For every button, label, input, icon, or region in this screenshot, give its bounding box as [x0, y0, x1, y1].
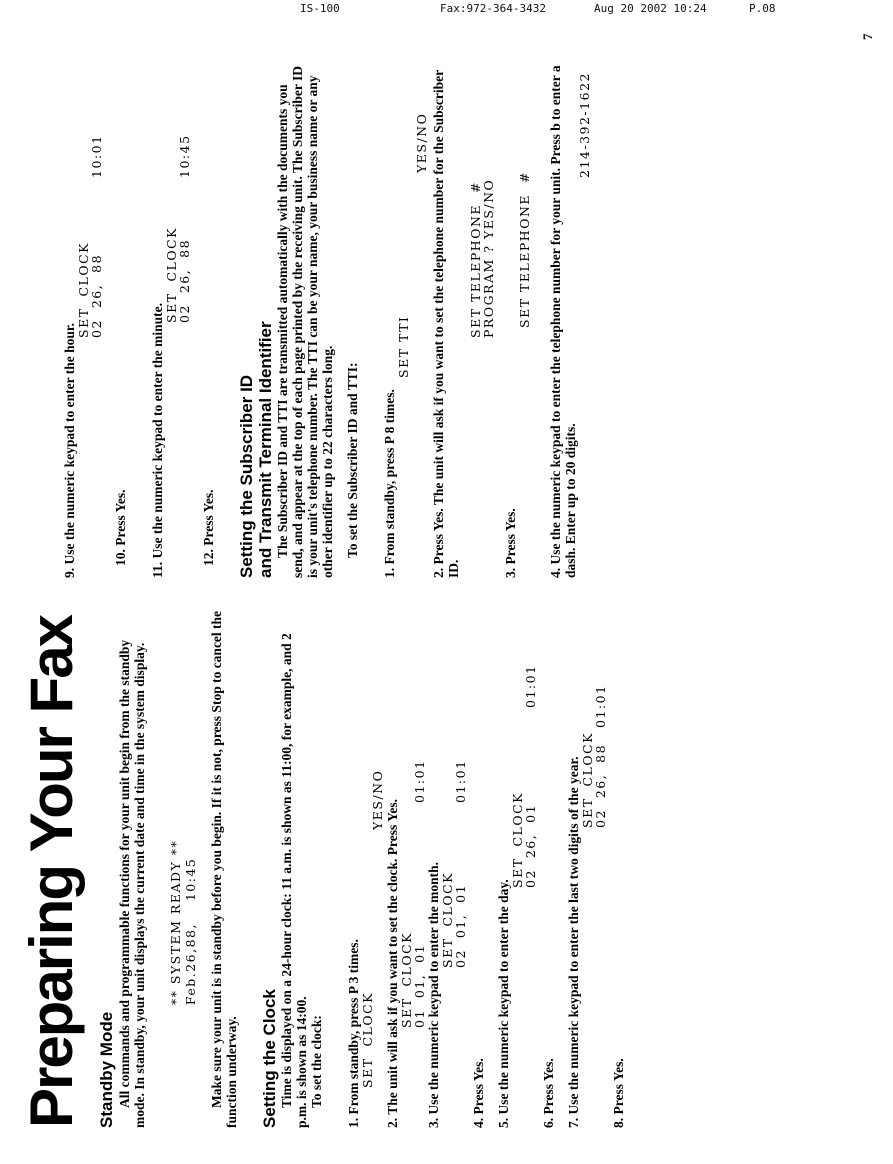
clock-step: 11. Use the numeric keypad to enter the minute. — [150, 303, 165, 578]
fax-header-date: Aug 20 2002 10:24 — [594, 2, 707, 15]
clock-display: SET CLOCK 02 01, 01 01:01 — [440, 759, 469, 968]
subscriber-heading: Setting the Subscriber ID — [237, 374, 256, 578]
clock-display: SET CLOCK YES/NO — [360, 769, 386, 1088]
page-title: Preparing Your Fax — [18, 616, 85, 1128]
clock-step: 5. Use the numeric keypad to enter the day. — [496, 879, 512, 1128]
subscriber-intro: To set the Subscriber ID and TTI: — [345, 362, 361, 558]
clock-display: SET CLOCK 02 26, 01 01:01 — [510, 664, 539, 888]
subscriber-display: SET TELEPHONE # — [517, 171, 533, 328]
fax-header-page: P.08 — [749, 2, 776, 15]
rotated-document-page — [18, 30, 875, 1140]
clock-step: 2. The unit will ask if you want to set the clock. Press Yes. — [385, 798, 401, 1128]
subscriber-step: 2. Press Yes. The unit will ask if you want to set the telephone number for the Subscriber ID. — [431, 70, 462, 578]
subscriber-paragraph: The Subscriber ID and TTI are transmitted automatically with the documents you send, and appear at the top of each page printed by the receiving unit. The Subscriber ID is your unit's telephone number. The TTI can be your name, your business name or any other identifier up to 22 characters long. — [275, 65, 336, 578]
clock-intro: To set the clock: — [309, 1015, 325, 1108]
clock-display: SET CLOCK 02 26, 88 01:01 — [580, 684, 609, 828]
fax-header-id: IS-100 — [300, 2, 340, 15]
clock-paragraph: Time is displayed on a 24-hour clock: 11 a.m. is shown as 11:00, for example, and 2 p.m. is shown as 14:00. — [279, 633, 310, 1128]
standby-heading: Standby Mode — [97, 1011, 116, 1128]
subscriber-step: 3. Press Yes. — [503, 508, 519, 578]
clock-step: 12. Press Yes. — [201, 489, 216, 566]
fax-header-number: Fax:972-364-3432 — [440, 2, 546, 15]
subscriber-step: 4. Use the numeric keypad to enter the telephone number for your unit. Press b to enter a dash. Enter up to 20 digits. — [548, 65, 579, 578]
clock-step: 6. Press Yes. — [541, 1058, 557, 1128]
clock-step: 10. Press Yes. — [113, 489, 128, 566]
clock-step: 7. Use the numeric keypad to enter the last two digits of the year. — [566, 756, 582, 1128]
left-column — [18, 608, 872, 1128]
clock-display: SET CLOCK 01 01, 01 01:01 — [399, 759, 428, 1028]
clock-display: SET CLOCK 02 26, 88 10:01 — [76, 134, 104, 338]
subscriber-display: 214-392-1622 — [577, 72, 593, 178]
clock-step: 1. From standby, press P 3 times. — [346, 939, 362, 1128]
standby-paragraph: All commands and programmable functions for your unit begin from the standby mode. In standby, your unit displays the current date and time in the system display. — [116, 639, 147, 1128]
clock-step: 3. Use the numeric keypad to enter the month. — [426, 862, 442, 1128]
clock-step: 9. Use the numeric keypad to enter the hour. — [62, 323, 77, 578]
page-number: 7 — [860, 33, 875, 40]
subscriber-display: SET TELEPHONE # PROGRAM ? YES/NO — [468, 178, 497, 338]
subscriber-display: SET TTI YES/NO — [396, 112, 430, 378]
standby-note: Make sure your unit is in standby before you begin. If it is not, press Stop to cancel the function underway. — [208, 610, 239, 1128]
display-line: ** SYSTEM READY ** — [167, 839, 183, 1006]
clock-heading: Setting the Clock — [259, 989, 279, 1128]
system-display — [169, 608, 199, 1038]
subscriber-step: 1. From standby, press P 8 times. — [382, 389, 398, 578]
right-column — [22, 58, 872, 578]
subscriber-heading-line2: and Transmit Terminal Identifier — [255, 321, 275, 578]
clock-display: SET CLOCK 02 26, 88 10:45 — [164, 134, 192, 323]
clock-step: 8. Press Yes. — [611, 1058, 627, 1128]
clock-step: 4. Press Yes. — [471, 1058, 487, 1128]
display-line: Feb.26,88, 10:45 — [182, 857, 198, 1006]
fax-header — [0, 0, 893, 22]
